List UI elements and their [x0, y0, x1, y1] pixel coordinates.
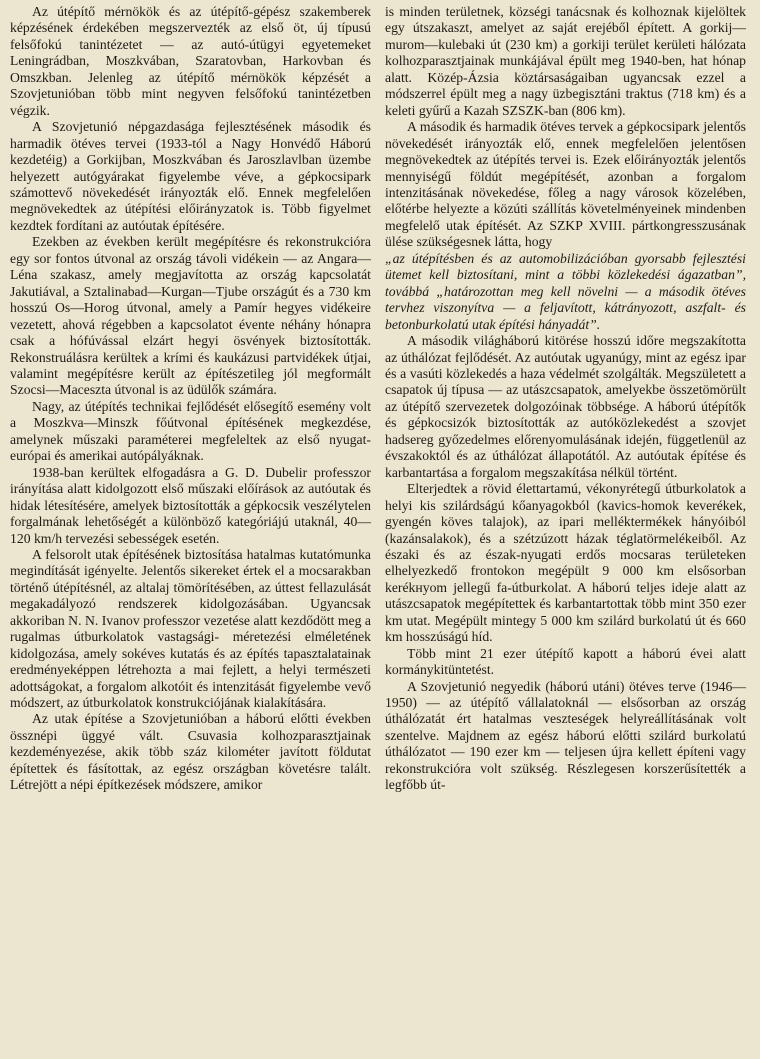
paragraph: A felsorolt utak építésének biztosítása hatalmas kutatómunka megindítását igényelte. Jelentős sikereket értek el a mocsarakban történő útépítésnél, az altalaj tömörítésében, az úttest fellazulását megakadályozó rendszerek kidolgozásában. Ugyancsak akkoriban N. N. Ivanov professzor vezetése alatt kezdődött meg a rugalmas útburkolatok vastagsági- méretezési elméletének kidolgozása, amely sokéves kutatás és az építés tapasztalatainak eredményeképpen létrehozta a mai fejlett, a helyi természeti adottságokat, a forgalom alkotóit és intenzitását figyelembe vevő módszert, az útburkolatok konstrukciójának kialakítására.: [10, 546, 371, 711]
paragraph: Több mint 21 ezer útépítő kapott a háború évei alatt kormánykitüntetést.: [385, 645, 746, 678]
left-column: [10, 4, 371, 1059]
quote-paragraph: „az útépítésben és az automobilizációban gyorsabb fejlesztési ütemet kell biztosítani, mint a többi közlekedési ágazatban”, továbbá „határozottan meg kell növelni — a második ötéves tervhez viszonyítva — a feljavított, kátrányozott, aszfalt- és betonburkolatú utak építési hányadát”.: [385, 250, 746, 332]
paragraph: is minden területnek, községi tanácsnak és kolhoznak kijelöltek egy útszakaszt, amelyet az saját erejéből épített. A gorkij—murom—kulebaki út (230 km) a gorkiji terület kerületi hálózata kolhozparasztjainak munkájával épült meg 1940-ben, hat hónap alatt. Közép-Ázsia köztársaságaiban ugyancsak ezzel a módszerrel épült meg a nagy üzbegisztáni traktus (718 km) és a keleti gyűrű a Kazah SZSZK-ban (806 km).: [385, 4, 746, 118]
right-column: [385, 4, 746, 1059]
paragraph: A második világháború kitörése hosszú időre megszakította az úthálózat fejlődését. Az autóutak ugyanúgy, mint az egész ipar és a vasúti közlekedés a haza védelmét szolgálták. Megszületett a csapatok új típusa — az utászcsapatok, amelyekbe összetömörült az útépítő szervezetek dolgozóinak többsége. A háború útépítők és gépkocsizók biztosították az autóközlekedést a szovjet hadsereg győzedelmes előrenyomulásának idején, függetlenül az évszakoktól és az úthálózat állapotától. Az autóutak építése és karbantartása a forgalom megszakítása nélkül történt.: [385, 333, 746, 480]
paragraph: Elterjedtek a rövid élettartamú, vékonyrétegű útburkolatok a helyi kis szilárdságú kőanyagokból (kavics-homok keverékek, gyengén köves talajok), az ipari melléktermékek hányóiból (kazánsalakok), és a szétzúzott házak téglatörmelékeiből. Az északi és az észak-nyugati erdős mocsaras területeken elhelyezkedő frontokon megépült 9 000 km elsősorban kerékнyom jellegű fa-útburkolat. A háború teljes ideje alatt az utászcsapatok megépítettek és karbantartottak több mint 350 ezer km utat. Megépült mintegy 5 000 km szilárd burkolatú út és 660 km hosszúságú híd.: [385, 481, 746, 645]
paragraph: Az útépítő mérnökök és az útépítő-gépész szakemberek képzésének érdekében megszervezték az első öt, új típusú felsőfokú tanintézetet — az autó-útügyi egyetemeket Leningrádban, Moszkvában, Szaratovban, Harkovban és Omszkban. Jelenleg az útépítő mérnökök képzését a Szovjetunióban több mint negyven felsőfokú tanintézetben végzik.: [10, 4, 371, 118]
paragraph: A második és harmadik ötéves tervek a gépkocsipark jelentős növekedését irányozták elő, ennek megfelelően jelentősen megnövekedtek az útépítés tervei is. Ezek előirányozták jelentős mennyiségű földút megépítését, azonban a forgalom intenzitásának növekedése, főleg a nagy városok közelében, előtérbe helyezte a közúti szállítás követelményeinek mindenben megfelelő utak építését. Az SZKP XVIII. pártkongresszusának ülése szükségesnek látta, hogy: [385, 119, 746, 250]
paragraph: A Szovjetunió népgazdasága fejlesztésének második és harmadik ötéves tervei (1933-tól a Nagy Honvédő Háború kezdetéig) a Gorkijban, Moszkvában és Jaroszlavlban üzembe helyezett autógyárakat figyelembe véve, a gépkocsipark számottevő növekedését irányozták elő. Ennek megfelelően megnövekedtek az útépítési előirányzatok is. Több figyelmet kezdtek fordítani az autóutak építésére.: [10, 119, 371, 233]
paragraph: A Szovjetunió negyedik (háború utáni) ötéves terve (1946—1950) — az útépítő vállalatoknál — elsősorban az ország úthálózatát ért hatalmas veszteségek helyreállításának volt szentelve. Majdnem az egész háború előtti szilárd burkolatú úthálózatot — 190 ezer km — teljesen újra kellett építeni vagy rekonstrukcióra volt szükség. Részlegesen korszerűsítették a legfőbb út-: [385, 678, 746, 793]
paragraph: Az utak építése a Szovjetunióban a háború előtti években össznépi üggyé vált. Csuvasia kolhozparasztjainak kezdeményezése, akik több száz kilométer javított földutat építettek és fásítottak, az egész országban követésre talált. Létrejött a népi építkezések módszere, amikor: [10, 711, 371, 793]
paragraph: Nagy, az útépítés technikai fejlődését elősegítő esemény volt a Moszkva—Minszk főútvonal építésének megkezdése, amelynek műszaki paraméterei megfeleltek az első nyugat-európai és amerikai autópályáknak.: [10, 398, 371, 464]
paragraph: Ezekben az években került megépítésre és rekonstrukcióra egy sor fontos útvonal az ország távoli vidékein — az Angara—Léna szakasz, amely megjavította az ország kapcsolatát Jakutiával, a Sztalinabad—Kurgan—Tjube országút és a 730 km hosszú Os—Horog útvonal, amely a Pamír hegyes vidékeire vezetett, ahová régebben a kapcsolatot évente néhány hónapra csak a hófúvással elzárt hegyi ösvények biztosították. Rekonstruálásra kerültek a krími és kaukázusi partvidékek útjai, valamint megépítésre került az építészetileg jól megformált Szocsi—Macesztа útvonal is az üdülők számára.: [10, 234, 371, 398]
paragraph: 1938-ban kerültek elfogadásra a G. D. Dubelir professzor irányítása alatt kidolgozott első műszaki előírások az autóutak és hidak létesítésére, amelyek biztosították a gépkocsik veszélytelen forgalmának lehetőségét a különböző kategóriájú utaknál, 40—120 km/h tervezési sebességek esetén.: [10, 464, 371, 546]
